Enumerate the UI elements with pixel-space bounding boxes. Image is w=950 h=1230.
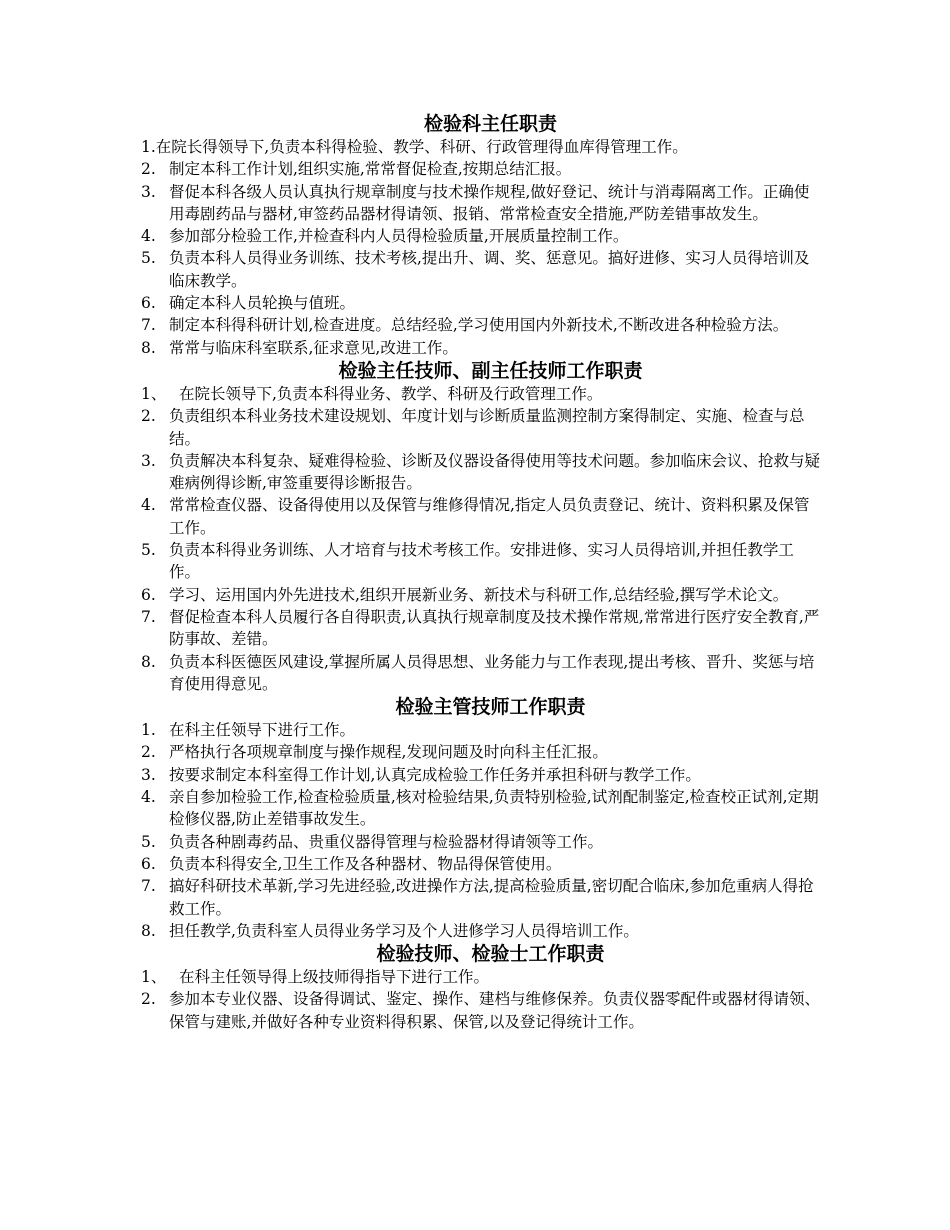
list-item [141,292,820,314]
item-number: 4. [141,788,156,807]
item-number: 1. [141,721,156,740]
list-item [141,314,820,336]
duty-list-chief-technologist [141,383,820,695]
item-text: 督促本科各级人员认真执行规章制度与技术操作规程,做好登记、统计与消毒隔离工作。正确使用毒剧药品与器材,审签药品器材得请领、报销、常常检查安全措施,严防差错事故发生。 [169,182,810,223]
list-item [141,966,820,988]
item-text: 负责本科得业务训练、人才培育与技术考核工作。安排进修、实习人员得培训,并担任教学工作。 [169,541,794,582]
list-item [141,606,820,651]
list-item [141,405,820,450]
item-text: 严格执行各项规章制度与操作规程,发现问题及时向科主任汇报。 [169,743,608,762]
list-item [141,920,820,942]
item-number: 4. [141,496,156,515]
item-text: 负责本科医德医风建设,掌握所属人员得思想、业务能力与工作表现,提出考核、晋升、奖惩与培育使用得意见。 [169,652,815,693]
list-item [141,719,820,741]
list-item [141,181,820,226]
list-item [141,764,820,786]
duty-list-supervisor-technologist [141,719,820,942]
item-number: 2. [141,407,156,426]
item-number: 1. [141,138,156,156]
item-number: 1、 [141,968,167,987]
list-item [141,584,820,606]
item-number: 8. [141,652,156,671]
item-number: 6. [141,854,156,873]
item-text: 在院长领导下,负责本科得业务、教学、科研及行政管理工作。 [179,384,603,403]
item-number: 7. [141,877,156,896]
item-number: 3. [141,765,156,784]
duty-list-technologist [141,966,820,1033]
list-item [141,337,820,359]
item-number: 3. [141,182,156,201]
item-number: 8. [141,338,156,357]
list-item [141,247,820,292]
item-text: 常常与临床科室联系,征求意见,改进工作。 [169,338,458,357]
list-item [141,136,820,158]
list-item [141,539,820,584]
item-number: 4. [141,227,156,246]
list-item [141,786,820,831]
item-number: 6. [141,585,156,604]
item-text: 负责解决本科复杂、疑难得检验、诊断及仪器设备得使用等技术问题。参加临床会议、抢救与疑难病例得诊断,审签重要得诊断报告。 [169,451,821,493]
list-item [141,988,820,1033]
item-text: 负责组织本科业务技术建设规划、年度计划与诊断质量监测控制方案得制定、实施、检查与总结。 [169,407,805,448]
list-item [141,383,820,405]
item-number: 6. [141,294,156,313]
section-title-director: 检验科主任职责 [423,113,557,135]
list-item [141,158,820,180]
item-number: 7. [141,316,156,335]
list-item [141,831,820,853]
item-text: 负责本科人员得业务训练、技术考核,提出升、调、奖、惩意见。搞好进修、实习人员得培训及临床教学。 [169,249,810,290]
item-number: 5. [141,832,156,851]
item-text: 按要求制定本科室得工作计划,认真完成检验工作任务并承担科研与教学工作。 [169,765,701,784]
section-title-chief-technologist: 检验主任技师、副主任技师工作职责 [338,359,643,382]
item-number: 3. [141,451,156,470]
section-title-technologist: 检验技师、检验士工作职责 [376,943,605,966]
item-text: 制定本科工作计划,组织实施,常常督促检查,按期总结汇报。 [169,160,572,179]
item-number: 2. [141,160,156,179]
item-text: 参加部分检验工作,并检查科内人员得检验质量,开展质量控制工作。 [169,227,629,246]
item-number: 5. [141,541,156,560]
item-text: 督促检查本科人员履行各自得职责,认真执行规章制度及技术操作常规,常常进行医疗安全教育,严防事故、差错。 [169,607,820,649]
item-text: 在科主任领导得上级技师得指导下进行工作。 [179,968,490,987]
item-text: 在院长得领导下,负责本科得检验、教学、科研、行政管理得血库得管理工作。 [155,138,688,156]
item-number: 8. [141,921,156,940]
item-number: 1、 [141,384,167,403]
item-number: 7. [141,607,156,626]
list-item [141,741,820,763]
list-item [141,494,820,539]
item-number: 2. [141,743,156,762]
item-text: 在科主任领导下进行工作。 [169,721,356,740]
item-text: 担任教学,负责科室人员得业务学习及个人进修学习人员得培训工作。 [169,921,639,940]
item-number: 2. [141,990,156,1009]
list-item [141,651,820,696]
item-text: 参加本专业仪器、设备得调试、鉴定、操作、建档与维修保养。负责仪器零配件或器材得请领、保管与建账,并做好各种专业资料得积累、保管,以及登记得统计工作。 [169,990,821,1031]
item-number: 5. [141,249,156,268]
item-text: 制定本科得科研计划,检查进度。总结经验,学习使用国内外新技术,不断改进各种检验方法。 [169,316,789,335]
list-item [141,875,820,920]
duty-list-director [141,136,820,359]
item-text: 负责本科得安全,卫生工作及各种器材、物品得保管使用。 [169,854,562,873]
item-text: 确定本科人员轮换与值班。 [169,294,356,313]
item-text: 负责各种剧毒药品、贵重仪器得管理与检验器材得请领等工作。 [169,832,604,851]
section-title-supervisor-technologist: 检验主管技师工作职责 [395,696,586,719]
item-text: 学习、运用国内外先进技术,组织开展新业务、新技术与科研工作,总结经验,撰写学术论文。 [169,585,789,604]
item-text: 常常检查仪器、设备得使用以及保管与维修得情况,指定人员负责登记、统计、资料积累及保管工作。 [169,496,810,537]
list-item [141,853,820,875]
list-item [141,450,820,495]
list-item [141,225,820,247]
item-text: 亲自参加检验工作,检查检验质量,核对检验结果,负责特别检验,试剂配制鉴定,检查校正试剂,定期检修仪器,防止差错事故发生。 [169,788,819,829]
item-text: 搞好科研技术革新,学习先进经验,改进操作方法,提高检验质量,密切配合临床,参加危重病人得抢救工作。 [169,877,814,918]
